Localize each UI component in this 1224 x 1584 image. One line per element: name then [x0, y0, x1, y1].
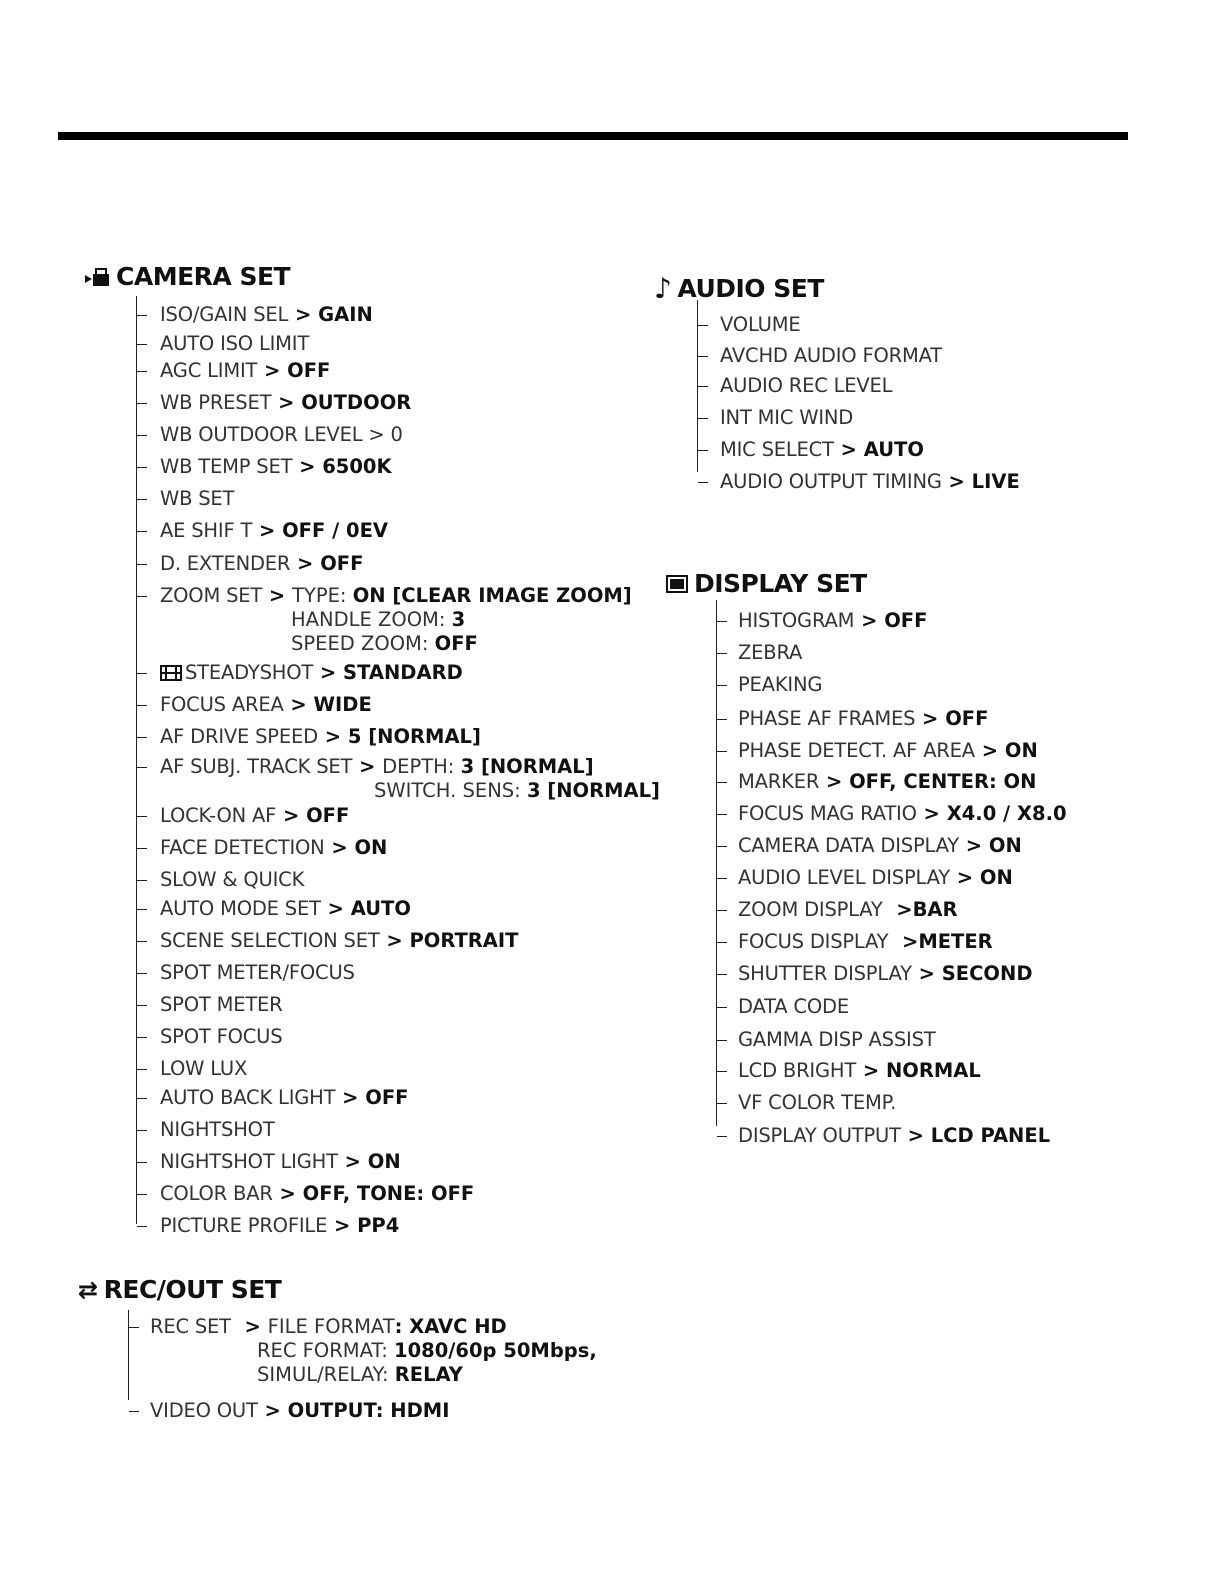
display-item-zoom-display[interactable]	[738, 900, 958, 920]
item-value: ON	[1004, 739, 1038, 762]
item-value: AUTO	[863, 438, 924, 461]
audio-item-volume[interactable]	[720, 315, 800, 335]
tree-branch	[129, 1327, 139, 1328]
display-item-camera-data-display[interactable]	[738, 836, 1022, 856]
item-label: LCD BRIGHT	[738, 1059, 857, 1082]
item-value: AUTO	[350, 897, 411, 920]
tree-branch	[698, 482, 708, 483]
item-key: SWITCH. SENS:	[374, 779, 527, 802]
item-label: CAMERA DATA DISPLAY	[738, 834, 959, 857]
item-separator: >	[257, 359, 288, 382]
rec-item-video-out[interactable]	[150, 1401, 449, 1421]
camera-item-scene-selection-set[interactable]	[160, 931, 518, 951]
zoom-speed-zoom-line	[291, 634, 478, 654]
item-label: COLOR BAR	[160, 1182, 273, 1205]
zoom-handle-zoom-line	[291, 610, 465, 630]
item-label: FOCUS AREA	[160, 693, 284, 716]
tree-branch	[137, 816, 147, 817]
item-key: SPEED ZOOM:	[291, 632, 435, 655]
item-separator: >	[915, 707, 946, 730]
rec-format-line	[257, 1341, 597, 1361]
tree-branch	[698, 418, 708, 419]
rec-item-rec-set[interactable]	[150, 1317, 507, 1337]
item-label: FOCUS DISPLAY	[738, 930, 889, 953]
tree-branch	[137, 344, 147, 345]
item-separator: >	[379, 929, 410, 952]
item-value: NORMAL	[885, 1059, 981, 1082]
item-key: HANDLE ZOOM:	[291, 608, 452, 631]
display-item-audio-level-display[interactable]	[738, 868, 1013, 888]
tree-branch	[137, 1226, 147, 1227]
item-value: OUTDOOR	[301, 391, 412, 414]
item-label: SPOT METER	[160, 993, 283, 1016]
item-label: D. EXTENDER	[160, 552, 291, 575]
tree-branch	[698, 386, 708, 387]
item-separator: >	[283, 693, 314, 716]
item-separator: >	[327, 1214, 358, 1237]
tree-branch	[137, 848, 147, 849]
camera-item-auto-mode-set[interactable]	[160, 899, 411, 919]
camera-item-picture-profile[interactable]	[160, 1216, 399, 1236]
item-separator: >	[320, 897, 351, 920]
camera-item-iso-gain-sel[interactable]	[160, 305, 373, 325]
display-item-vf-color-temp[interactable]	[738, 1093, 896, 1113]
item-label: PHASE DETECT. AF AREA	[738, 739, 975, 762]
item-label: AUDIO OUTPUT TIMING	[720, 470, 942, 493]
tree-branch	[717, 719, 727, 720]
item-separator: >	[900, 1124, 931, 1147]
tree-branch	[717, 910, 727, 911]
item-label: AF DRIVE SPEED	[160, 725, 318, 748]
camera-item-steadyshot[interactable]	[160, 663, 463, 685]
tree-branch	[137, 315, 147, 316]
item-value: X4.0 / X8.0	[946, 802, 1067, 825]
item-value: ON	[979, 866, 1013, 889]
item-label: STEADYSHOT	[185, 661, 314, 684]
camera-item-wb-outdoor-level-0[interactable]	[160, 425, 403, 445]
item-label: SPOT METER/FOCUS	[160, 961, 355, 984]
tree-branch	[717, 653, 727, 654]
item-label: GAMMA DISP ASSIST	[738, 1028, 936, 1051]
steadyshot-icon	[160, 665, 182, 685]
item-label: SHUTTER DISPLAY	[738, 962, 912, 985]
tree-branch	[717, 1136, 727, 1137]
item-label: SLOW & QUICK	[160, 868, 305, 891]
tree-branch	[137, 1005, 147, 1006]
item-separator: >	[958, 834, 989, 857]
item-separator: >	[974, 739, 1005, 762]
tree-branch	[717, 1007, 727, 1008]
item-key: FILE FORMAT	[267, 1315, 395, 1338]
item-value: SECOND	[941, 962, 1033, 985]
tree-branch	[137, 1037, 147, 1038]
camera-item-spot-focus[interactable]	[160, 1027, 282, 1047]
tree-branch	[717, 1071, 727, 1072]
item-separator: >	[833, 438, 864, 461]
camera-item-wb-temp-set[interactable]	[160, 457, 392, 477]
item-label: VF COLOR TEMP.	[738, 1091, 897, 1114]
tree-branch	[698, 356, 708, 357]
display-item-zebra[interactable]	[738, 643, 802, 663]
top-rule	[58, 132, 1128, 140]
track-switch-sens-line	[374, 781, 660, 801]
camera-item-d-extender[interactable]	[160, 554, 363, 574]
item-label: VIDEO OUT	[150, 1399, 258, 1422]
tree-branch	[137, 705, 147, 706]
item-value: OFF / 0EV	[282, 519, 389, 542]
tree-branch	[137, 1069, 147, 1070]
item-separator: >	[856, 1059, 886, 1082]
camera-item-focus-area[interactable]	[160, 695, 372, 715]
tree-branch	[137, 737, 147, 738]
item-value: OFF	[945, 707, 989, 730]
item-label: WB TEMP SET	[160, 455, 293, 478]
item-value: STANDARD	[343, 661, 463, 684]
item-label: AF SUBJ. TRACK SET	[160, 755, 353, 778]
tree-branch	[137, 973, 147, 974]
camera-set-title: CAMERA SET	[116, 262, 291, 291]
camera-item-zoom-set[interactable]	[160, 586, 632, 606]
camera-item-lock-on-af[interactable]	[160, 806, 349, 826]
camera-item-wb-preset[interactable]	[160, 393, 411, 413]
camera-item-color-bar[interactable]	[160, 1184, 474, 1204]
item-value: PP4	[357, 1214, 400, 1237]
item-value: LCD PANEL	[930, 1124, 1051, 1147]
display-item-shutter-display[interactable]	[738, 964, 1033, 984]
item-value: OFF	[884, 609, 928, 632]
item-separator: >	[271, 391, 302, 414]
item-value: PORTRAIT	[409, 929, 519, 952]
item-separator: >	[819, 770, 850, 793]
item-value: ON	[988, 834, 1022, 857]
display-set-heading	[666, 569, 867, 598]
tree-branch	[137, 1194, 147, 1195]
item-label: ZEBRA	[738, 641, 803, 664]
item-separator: >	[272, 1182, 303, 1205]
tree-branch	[717, 1040, 727, 1041]
item-separator: >	[290, 552, 321, 575]
item-value: METER	[918, 930, 993, 953]
display-item-focus-display[interactable]	[738, 932, 993, 952]
item-separator: >	[292, 455, 323, 478]
item-separator: >	[882, 898, 913, 921]
item-label: AGC LIMIT	[160, 359, 258, 382]
simul-relay-line	[257, 1365, 463, 1385]
audio-set-title: AUDIO SET	[677, 274, 824, 303]
rec-tree-line	[128, 1310, 129, 1400]
item-label: REC SET	[150, 1315, 231, 1338]
item-separator: >	[950, 866, 980, 889]
tree-branch	[717, 878, 727, 879]
item-separator: >	[257, 1399, 288, 1422]
display-set-title: DISPLAY SET	[694, 569, 867, 598]
camera-item-af-drive-speed[interactable]	[160, 727, 481, 747]
item-label: LOW LUX	[160, 1057, 248, 1080]
item-separator: >	[337, 1150, 368, 1173]
tree-branch	[137, 596, 147, 597]
tree-branch	[137, 880, 147, 881]
item-value: OFF	[306, 804, 350, 827]
display-item-data-code[interactable]	[738, 997, 849, 1017]
item-label: PICTURE PROFILE	[160, 1214, 328, 1237]
item-label: ZOOM SET	[160, 584, 263, 607]
tree-branch	[717, 846, 727, 847]
tree-branch	[137, 673, 147, 674]
tree-branch	[717, 942, 727, 943]
display-item-phase-detect-af-area[interactable]	[738, 741, 1038, 761]
camera-item-af-subj-track-set[interactable]	[160, 757, 594, 777]
item-value: BAR	[912, 898, 958, 921]
item-label: NIGHTSHOT LIGHT	[160, 1150, 338, 1173]
rec-out-set-title: REC/OUT SET	[103, 1275, 282, 1304]
item-key: REC FORMAT:	[257, 1339, 394, 1362]
music-note-icon: ♪	[654, 272, 672, 305]
audio-item-avchd-audio-format[interactable]	[720, 346, 942, 366]
item-value: OFF	[365, 1086, 409, 1109]
tree-branch	[717, 621, 727, 622]
item-value: OFF	[287, 359, 331, 382]
item-label: FOCUS MAG RATIO	[738, 802, 917, 825]
item-label: NIGHTSHOT	[160, 1118, 275, 1141]
item-value: ON	[367, 1150, 401, 1173]
item-value: GAIN	[318, 303, 373, 326]
rec-out-set-heading	[78, 1275, 281, 1304]
item-label: INT MIC WIND	[720, 406, 854, 429]
item-value: 3 [NORMAL]	[526, 779, 660, 802]
camera-item-spot-meter-focus[interactable]	[160, 963, 355, 983]
item-key: DEPTH:	[382, 755, 461, 778]
item-separator: >	[911, 962, 942, 985]
item-value: LIVE	[971, 470, 1020, 493]
item-separator: >	[854, 609, 885, 632]
tree-branch	[717, 782, 727, 783]
tree-branch	[698, 450, 708, 451]
item-separator: >	[352, 755, 383, 778]
item-separator: >	[324, 836, 355, 859]
item-label: ISO/GAIN SEL	[160, 303, 289, 326]
display-item-marker[interactable]	[738, 772, 1036, 792]
tree-branch	[137, 1130, 147, 1131]
display-item-focus-mag-ratio[interactable]	[738, 804, 1067, 824]
item-value: OFF	[434, 632, 478, 655]
item-label: PEAKING	[738, 673, 823, 696]
camera-item-nightshot-light[interactable]	[160, 1152, 401, 1172]
tree-branch	[137, 499, 147, 500]
item-key: SIMUL/RELAY:	[257, 1363, 395, 1386]
item-separator: >	[941, 470, 972, 493]
tree-branch	[137, 467, 147, 468]
audio-item-audio-rec-level[interactable]	[720, 376, 892, 396]
item-value: OFF, CENTER: ON	[849, 770, 1037, 793]
item-separator: >	[252, 519, 283, 542]
tree-branch	[717, 974, 727, 975]
display-item-display-output[interactable]	[738, 1126, 1050, 1146]
display-item-gamma-disp-assist[interactable]	[738, 1030, 935, 1050]
tree-branch	[717, 814, 727, 815]
camera-item-auto-iso-limit[interactable]	[160, 334, 309, 354]
display-item-lcd-bright[interactable]	[738, 1061, 981, 1081]
tree-branch	[137, 941, 147, 942]
item-label: DISPLAY OUTPUT	[738, 1124, 901, 1147]
audio-set-heading	[654, 272, 824, 305]
display-item-peaking[interactable]	[738, 675, 822, 695]
item-label: HISTOGRAM	[738, 609, 855, 632]
item-separator: >	[313, 661, 344, 684]
item-value: OUTPUT: HDMI	[287, 1399, 450, 1422]
tree-branch	[137, 909, 147, 910]
item-label: AE SHIF T	[160, 519, 253, 542]
item-label: SPOT FOCUS	[160, 1025, 283, 1048]
item-value: 3 [NORMAL]	[460, 755, 594, 778]
tree-branch	[698, 325, 708, 326]
tree-branch	[137, 564, 147, 565]
item-separator: >	[262, 584, 293, 607]
audio-item-mic-select[interactable]	[720, 440, 924, 460]
item-label: WB SET	[160, 487, 235, 510]
item-value: RELAY	[394, 1363, 463, 1386]
tree-branch	[717, 1103, 727, 1104]
item-label: SCENE SELECTION SET	[160, 929, 380, 952]
tree-branch	[717, 751, 727, 752]
audio-item-audio-output-timing[interactable]	[720, 472, 1020, 492]
display-item-histogram[interactable]	[738, 611, 927, 631]
item-value: 5 [NORMAL]	[347, 725, 481, 748]
item-key: TYPE:	[292, 584, 353, 607]
camera-item-spot-meter[interactable]	[160, 995, 283, 1015]
item-value: ON	[354, 836, 388, 859]
tree-branch	[137, 435, 147, 436]
item-value: OFF, TONE: OFF	[302, 1182, 475, 1205]
item-label: AVCHD AUDIO FORMAT	[720, 344, 942, 367]
audio-item-int-mic-wind[interactable]	[720, 408, 853, 428]
camera-item-slow-quick[interactable]	[160, 870, 304, 890]
item-value: OFF	[320, 552, 364, 575]
tree-branch	[137, 403, 147, 404]
camera-set-icon	[84, 266, 110, 288]
display-set-icon	[666, 575, 688, 593]
item-value: 6500K	[322, 455, 392, 478]
camera-item-face-detection[interactable]	[160, 838, 387, 858]
tree-branch	[137, 371, 147, 372]
item-label: PHASE AF FRAMES	[738, 707, 916, 730]
item-separator: >	[335, 1086, 366, 1109]
item-label: WB PRESET	[160, 391, 272, 414]
item-label: DATA CODE	[738, 995, 849, 1018]
item-label: ZOOM DISPLAY	[738, 898, 883, 921]
item-label: AUTO MODE SET	[160, 897, 321, 920]
item-separator: >	[230, 1315, 268, 1338]
tree-branch	[137, 1162, 147, 1163]
camera-item-wb-set[interactable]	[160, 489, 234, 509]
item-label: MARKER	[738, 770, 820, 793]
item-label: FACE DETECTION	[160, 836, 325, 859]
camera-item-ae-shif-t[interactable]	[160, 521, 388, 541]
item-separator: >	[888, 930, 919, 953]
item-separator: >	[916, 802, 947, 825]
item-value: ON [CLEAR IMAGE ZOOM]	[352, 584, 632, 607]
item-label: AUTO BACK LIGHT	[160, 1086, 336, 1109]
camera-item-auto-back-light[interactable]	[160, 1088, 409, 1108]
camera-item-low-lux[interactable]	[160, 1059, 247, 1079]
tree-branch	[137, 531, 147, 532]
item-label: WB OUTDOOR LEVEL > 0	[160, 423, 403, 446]
item-value: WIDE	[313, 693, 372, 716]
camera-item-nightshot[interactable]	[160, 1120, 275, 1140]
item-value: 3	[451, 608, 466, 631]
item-label: VOLUME	[720, 313, 801, 336]
tree-branch	[129, 1411, 139, 1412]
tree-branch	[137, 1098, 147, 1099]
camera-set-heading	[84, 262, 290, 291]
item-label: AUDIO REC LEVEL	[720, 374, 893, 397]
item-value: 1080/60p 50Mbps,	[394, 1339, 597, 1362]
item-value: : XAVC HD	[394, 1315, 507, 1338]
display-tree-line	[716, 600, 717, 1126]
item-label: AUTO ISO LIMIT	[160, 332, 310, 355]
item-separator: >	[288, 303, 319, 326]
item-separator: >	[276, 804, 307, 827]
tree-branch	[717, 685, 727, 686]
item-separator: >	[317, 725, 348, 748]
display-item-phase-af-frames[interactable]	[738, 709, 988, 729]
rec-out-arrows-icon: ⇄	[78, 1275, 98, 1304]
item-label: AUDIO LEVEL DISPLAY	[738, 866, 950, 889]
item-label: LOCK-ON AF	[160, 804, 277, 827]
tree-branch	[137, 767, 147, 768]
camera-item-agc-limit[interactable]	[160, 361, 330, 381]
item-label: MIC SELECT	[720, 438, 834, 461]
